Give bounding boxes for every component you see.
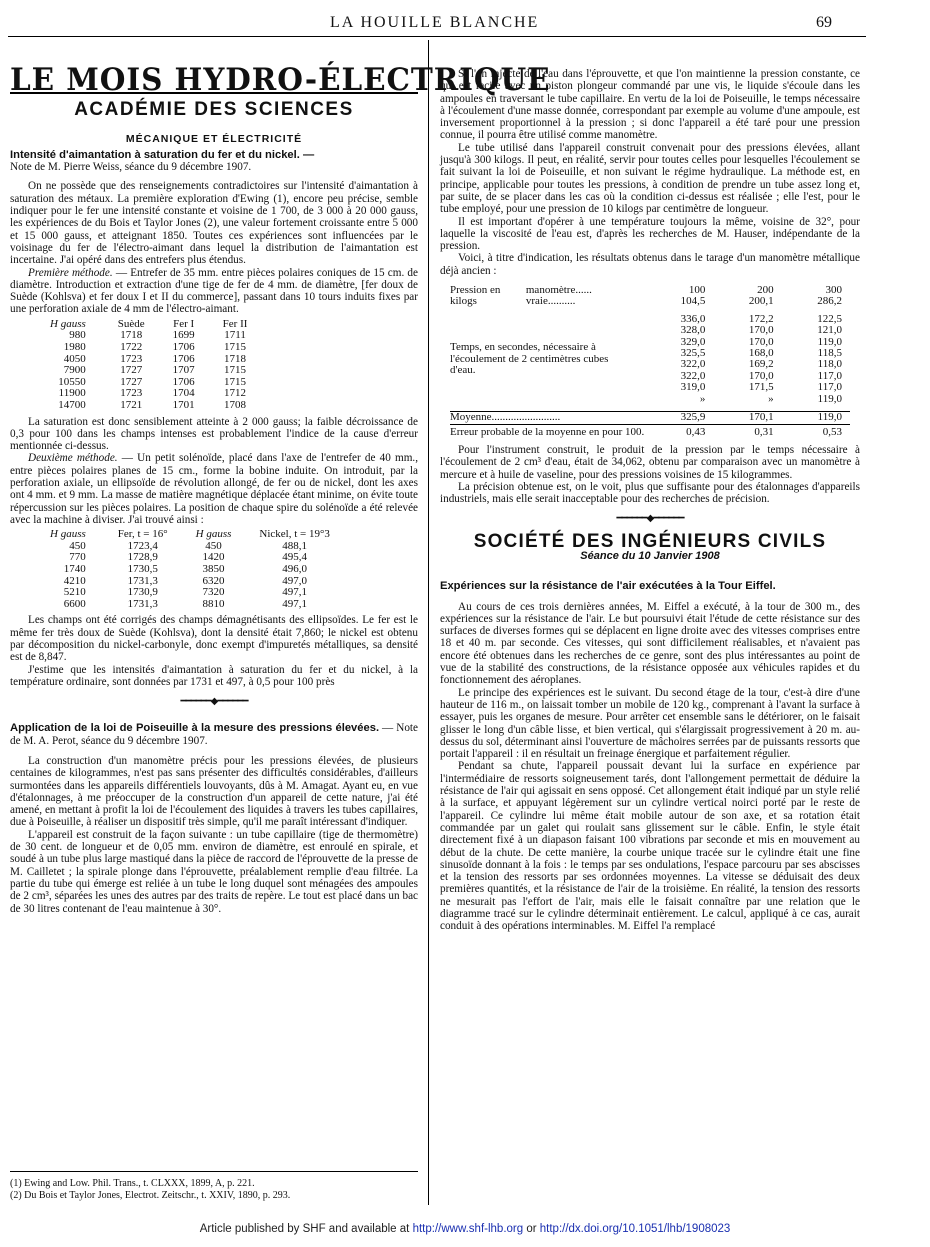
table-cell: 1708	[224, 398, 247, 411]
table-cell: 1711	[224, 329, 246, 342]
paragraph: Pour l'instrument construit, le produit de la pression par le temps nécessaire à l'écoulement de 2 cm³ d'eau, était de 34,062, obtenu par comparaison avec un manomètre à mercure et à huile de vaseline, pour des pressions voisines de 15 kilogrammes.	[440, 443, 860, 481]
time-value: 170,0	[748, 324, 774, 337]
time-value: 119,0	[817, 335, 842, 348]
paragraph: Pendant sa chute, l'appareil poussait devant lui la surface en expérience par l'intermédiaire de ressorts soigneusement tarés, dont l'allongement permettait de déduire la résistance de l'air qui agissait en sens opposé. Cet allongement était indiqué par un style relié à la surface, et appuyant légèrement sur un cylindre vertical noirci porté par le reste de l'appareil. Ce cylindre lui même était mobile autour de son axe, et sa rotation était commandée par un galet qui roulait sans glissement sur le câble. Enfin, le style était directement fixé à un diapason faisant 100 vibrations par seconde et mis en mouvement au début de la chute. De cette manière, la courbe unique tracée sur le cylindre était une fine sinusoïde donnant à la fois : le temps par ses ondulations, l'espace parcouru par ses abscisses et la tension des ressorts par ses ordonnées moyennes. La vitesse se déduisait des deux premières quantités, et la résistance de l'air de la troisième. En réalité, la tension des ressorts ne mesurait pas l'effort de l'air, mais elle le faisait connaître par une relation que le diagramme tracé sur le cylindre déterminait entièrement. Le calcul, appliqué à ce cas, aurait conduit à des opérations interminables. M. Eiffel l'a remplacé	[440, 760, 860, 933]
table-cell: 1740	[63, 562, 86, 575]
time-value: 171,5	[748, 381, 774, 394]
time-value: 170,0	[748, 335, 774, 348]
table-cell: 1706	[172, 352, 195, 365]
table-row	[36, 587, 344, 599]
table-cell: 1731,3	[127, 597, 158, 610]
table-row	[36, 400, 261, 412]
time-value: 328,0	[680, 324, 706, 337]
time-value: »	[699, 392, 706, 405]
time-value: 172,2	[748, 312, 774, 325]
table-cell: 1706	[172, 375, 195, 388]
table-cell: 450	[205, 539, 222, 552]
table-cell: 1723	[120, 352, 143, 365]
table-cell: 1980	[63, 340, 86, 353]
table-cell: 1699	[172, 329, 195, 342]
column-divider	[428, 40, 429, 1205]
table-cell: 1721	[120, 398, 143, 411]
time-value: 121,0	[817, 324, 842, 337]
table-cell: 10550	[58, 375, 86, 388]
time-value: 169,2	[748, 358, 774, 371]
time-value: 329,0	[680, 335, 706, 348]
article-title-weiss: Intensité d'aimantation à saturation du fer et du nickel. —	[10, 148, 315, 161]
table-cell: 7320	[202, 586, 225, 599]
seance-date: Séance du 10 Janvier 1908	[580, 550, 720, 562]
table-row	[36, 599, 344, 611]
true-pressure-label: vraie..........	[525, 295, 576, 308]
footnote: (1) Ewing and Low. Phil. Trans., t. CLXXX, 1899, A, p. 221.	[10, 1178, 255, 1189]
time-value: 322,0	[680, 369, 706, 382]
table-header: Nickel, t = 19°3	[259, 528, 330, 541]
time-value: 168,0	[748, 347, 774, 360]
table-cell: 1728,9	[127, 551, 158, 564]
time-value: 118,0	[817, 358, 842, 371]
manometer-label: manomètre......	[525, 284, 592, 297]
table-cell: 11900	[58, 387, 86, 400]
table-cell: 497,0	[282, 574, 308, 587]
societe-heading: SOCIÉTÉ DES INGÉNIEURS CIVILS	[473, 530, 827, 552]
table-cell: 450	[69, 539, 86, 552]
table-row	[36, 342, 261, 354]
table-header: Suède	[117, 317, 145, 330]
fleuron-ornament: ━━━━━━◆━━━━━━	[616, 513, 684, 525]
table-cell: 1731,3	[127, 574, 158, 587]
table-cell: 7900	[63, 364, 86, 377]
fleuron-ornament: ━━━━━━◆━━━━━━	[180, 696, 248, 708]
table-cell: 1715	[224, 340, 247, 353]
table-header: Fer II	[222, 317, 248, 330]
paragraph: L'appareil est construit de la façon suivante : un tube capillaire (tige de thermomètre) de 30 cent. de longueur et de 0,05 mm. environ de diamètre, est enroulé en spirale, et soudé à un tube plus large mastiqué dans la pièce de raccord de l'éprouvette de la presse de M. Cailletet ; la spirale plonge dans l'éprouvette, préalablement remplie d'eau filtrée. La partie du tube qui émerge est reliée à un tube le long duquel sont ménagées des ampoules de 2 cm³, séparées les unes des autres par des traits de repère. Le tout est placé dans un bac de 30 litres contenant de l'eau maintenue à 30°.	[10, 828, 418, 915]
time-value: 117,0	[817, 369, 842, 382]
academie-heading: ACADÉMIE DES SCIENCES	[74, 99, 354, 121]
paragraph: Au cours de ces trois dernières années, M. Eiffel a exécuté, à la tour de 300 m., des expériences sur la résistance de l'air. Le but poursuivi était l'étude de cette résistance sur des surfaces de diverses formes qui se déplacent en ligne droite avec des vitesses comprises entre 18 et 40 m. par seconde. Ces vitesses, qui sont difficilement réalisables, et n'avaient pas encore été obtenues dans les recherches de ce genre, sont des plus intéressantes au point de vue de la stabilité des constructions, de la résistance opposée aux véhicules rapides et du fonctionnement des aéroplanes.	[440, 600, 860, 687]
mean-label: Moyenne.........................	[450, 411, 561, 424]
table-cell: 497,1	[282, 597, 308, 610]
paragraph: La construction d'un manomètre précis pour les pressions élevées, de plusieurs centaines de kilogrammes, n'est pas sans présenter des difficultés considérables, d'ailleurs surmontées dans les appareils différentiels louvoyants, dûs à M. Amagat. Ayant eu, en vue d'étalonnages, à me préoccuper de la construction d'un appareil de cette nature, j'ai été amené, en mettant à profit la loi de l'écoulement des liquides à travers les tubes capillaires, due à Poiseuille, à réaliser un dispositif très simple, qu'il me paraît intéressant d'indiquer.	[10, 755, 418, 829]
table-cell: 6600	[63, 597, 86, 610]
table-cell: 1722	[120, 340, 143, 353]
table-cell: 1730,9	[127, 586, 158, 599]
table-cell: 1707	[172, 364, 195, 377]
paragraph: Le principe des expériences est le suivant. Du second étage de la tour, c'est-à dire d'une hauteur de 116 m., on laissait tomber un mobile de 120 kg., comprenant à l'avant la surface à essayer, puis les organes de mesure. Pour arrêter cet ensemble sans le détériorer, on le faisait glisser le long d'un câble lisse, et bien vertical, qui s'élargissait progressivement à 20 m. au-dessus du sol, déterminant ainsi l'ouverture de mâchoires serrées par de puissants ressorts que portait l'appareil : il en résultait un freinage énergique et parfaitement régulier.	[440, 686, 860, 761]
time-value: 319,0	[680, 381, 706, 394]
table-cell: 1712	[224, 387, 247, 400]
table-manometer-calibration: Pression en kilogs manomètre...... vraie.......... 100 104,5 200 200,1 300 286,2 Temps, en secondes, nécessaire à l'écoulement de 2 centimètres cubes d'eau. 336,0 328,0 329,0 325,5 322,0 322,0 319,0 » 172,2 170,0 170,0 168,0 169,2 170,0 171,5 » 122,5 121,0 119,0 118,5 118,0 117,0 117,0 119,0 Moyenne......................... 325,9 170,1 119,0 Erreur probable de la moyenne en pour 100. 0,43 0,31 0,53	[450, 285, 850, 438]
paragraph: Il est important d'opérer à une température toujours la même, voisine de 32°, pour laquelle la viscosité de l'eau est, d'après les recherches de M. Hauser, indépendante de la pression.	[440, 215, 860, 253]
right-column	[440, 40, 860, 933]
table-cell: 14700	[58, 398, 86, 411]
table-header: H gauss	[50, 528, 86, 541]
table-cell: 496,0	[282, 562, 308, 575]
running-header	[0, 14, 930, 34]
table-cell: 5210	[63, 586, 86, 599]
table-cell: 1723,4	[127, 539, 158, 552]
time-value: 117,0	[817, 381, 842, 394]
publication-credit: Article published by SHF and available at http://www.shf-lhb.org or http://dx.doi.org/10.1051/lhb/1908023	[199, 1223, 731, 1235]
section-heading: MÉCANIQUE ET ÉLECTRICITÉ	[125, 132, 303, 145]
time-label: Temps, en secondes, nécessaire à l'écoulement de 2 centimètres cubes d'eau.	[450, 341, 609, 377]
table-header: Fer I	[173, 317, 195, 330]
table-row	[36, 365, 261, 377]
table-cell: 1704	[172, 387, 195, 400]
time-value: 118,5	[817, 347, 842, 360]
time-value: 119,0	[817, 392, 842, 405]
table-cell: 4210	[63, 574, 86, 587]
time-value: 336,0	[680, 312, 706, 325]
article-byline-weiss: Note de M. Pierre Weiss, séance du 9 décembre 1907.	[10, 161, 252, 174]
table-cell: 1715	[224, 375, 247, 388]
shf-link[interactable]: http://www.shf-lhb.org	[412, 1223, 524, 1235]
table-iron-saturation	[36, 319, 261, 412]
paragraph: La saturation est donc sensiblement atteinte à 2 000 gauss; la faible décroissance de 0,3 pour 100 dans les champs intenses est probablement l'indice de la cause d'erreur mentionnée ci-dessus.	[10, 415, 418, 453]
masthead-title: LE MOIS HYDRO-ÉLECTRIQUE	[10, 62, 551, 98]
table-iron-nickel	[36, 529, 344, 610]
paragraph: Le tube utilisé dans l'appareil construit convenait pour des pressions élevées, allant jusqu'à 300 kilogs. Il peut, en réalité, servir pour toutes celles pour lesquelles l'écoulement se fait suivant la loi de Poiseuille, et non suivant le régime hydraulique. La méthode est, en principe, applicable pour toutes les pressions, à condition de prendre un tube assez long et, par suite, de se placer dans les cas où la condition ci-dessus est réalisée ; elle l'est, pour le tube employé, pour une pression de 10 kilogs par centimètre de longueur.	[440, 141, 860, 216]
table-cell: 497,1	[282, 586, 308, 599]
table-cell: 1730,5	[127, 562, 158, 575]
table-header: H gauss	[50, 317, 86, 330]
table-header: Fer, t = 16°	[117, 528, 168, 541]
table-header: H gauss	[195, 528, 232, 541]
page-number: 69	[816, 14, 832, 31]
paragraph: Si l'on injecte de l'eau dans l'éprouvette, et que l'on maintienne la pression constante, ce qui est facile avec un piston plongeur commandé par une vis, le liquide s'écoule dans les ampoules en traversant le tube capillaire. En vertu de la loi de Poiseuille, le temps nécessaire à l'écoulement d'une masse donnée, correspondant par exemple au volume d'une ampoule, est inversement proportionnel à la pression ; si donc l'appareil a été taré pour une pression connue, il pourra être utilisé comme manomètre.	[440, 68, 860, 142]
table-cell: 1718	[120, 329, 143, 342]
time-value: 170,0	[748, 369, 774, 382]
table-cell: 1420	[202, 551, 225, 564]
table-cell: 1727	[120, 364, 143, 377]
footnotes	[10, 1171, 418, 1202]
table-cell: 1723	[120, 387, 143, 400]
article-title-perot: Application de la loi de Poiseuille à la mesure des pressions élevées. — Note de M. A. Perot, séance du 9 décembre 1907.	[10, 722, 418, 747]
journal-title: LA HOUILLE BLANCHE	[330, 14, 540, 31]
time-value: »	[768, 392, 774, 405]
paragraph: Première méthode. — Entrefer de 35 mm. entre pièces polaires coniques de 15 cm. de diamètre. Introduction et extraction d'une tige de fer de 4 mm. de diamètre, [fer doux de Suède (Kohlsva) et fer doux I et II du commerce], passant dans 10 tours induits fixes par une perforation axiale de 4 mm de l'électro-aimant.	[10, 266, 418, 316]
paragraph: Deuxième méthode. — Un petit solénoïde, placé dans l'axe de l'entrefer de 40 mm., entre pièces polaires planes de 15 cm., forme la bobine induite. On introduit, par la perforation axiale, un ellipsoïde de révolution allongé, de fer ou de nickel, dont les axes ont 4 mm. et 9 mm. La masse de matière magnétique déplacée étant minime, on évite toute répercussion sur les pièces polaires. La position de chaque spire du solénoïde a été relevée avec la machine à diviser. J'ai trouvé ainsi :	[10, 452, 419, 526]
doi-link[interactable]: http://dx.doi.org/10.1051/lhb/1908023	[539, 1223, 731, 1235]
header-rule	[8, 36, 866, 37]
table-cell: 1715	[224, 364, 247, 377]
table-cell: 1706	[172, 340, 195, 353]
table-cell: 1718	[224, 352, 247, 365]
paragraph: Voici, à titre d'indication, les résultats obtenus dans le tarage d'un manomètre métallique déjà ancien :	[440, 252, 860, 277]
table-cell: 1701	[172, 398, 195, 411]
paragraph: Les champs ont été corrigés des champs démagnétisants des ellipsoïdes. Le fer est le même fer très doux de Suède (Kohlsva), dont la densité était 7,860; le nickel est obtenu par décomposition du nickel-carbonyle, donc exempt d'impuretés métalliques, sa densité est de 8,847.	[10, 614, 418, 664]
table-cell: 3850	[202, 562, 225, 575]
footnote: (2) Du Bois et Taylor Jones, Electrot. Zeitschr., t. XXIV, 1890, p. 293.	[10, 1190, 291, 1201]
time-value: 325,5	[680, 347, 706, 360]
table-cell: 8810	[202, 597, 225, 610]
time-value: 122,5	[817, 312, 842, 325]
paragraph: La précision obtenue est, on le voit, plus que suffisante pour des étalonnages d'appareils industriels, mais elle serait inacceptable pour des recherches de précision.	[440, 480, 860, 506]
paragraph: J'estime que les intensités d'aimantation à saturation du fer et du nickel, à la température ordinaire, sont données par 1731 et 497, à 0,5 pour 100 près	[10, 663, 418, 688]
table-cell: 980	[69, 329, 86, 342]
table-cell: 1727	[120, 375, 143, 388]
table-row	[36, 564, 344, 576]
paragraph: On ne possède que des renseignements contradictoires sur l'intensité d'aimantation à saturation des métaux. La première exploration d'Ewing (1), encore peu précise, semble indiquer pour le fer une intensité constante et voisine de 1 700, de 3 000 à 20 000 gauss, les expériences de du Bois et Taylor Jones (2), une valeur fortement croissante entre 5 000 et 15 000 gauss, et atteignant 1850. Toutes ces expériences sont influencées par le voisinage du fer de l'électro-aimant dans lequel la distribution de l'aimantation est incertaine. J'ai opéré dans des entrefers plus étendus.	[10, 180, 418, 267]
table-cell: 6320	[202, 574, 225, 587]
table-cell: 4050	[63, 352, 86, 365]
error-label: Erreur probable de la moyenne en pour 100.	[450, 425, 645, 438]
time-value: 322,0	[680, 358, 706, 371]
pressure-label: Pression en kilogs	[450, 284, 501, 308]
table-cell: 488,1	[282, 539, 308, 552]
article-title-eiffel: Expériences sur la résistance de l'air exécutées à la Tour Eiffel.	[440, 580, 776, 593]
table-cell: 770	[69, 551, 86, 564]
table-cell: 495,4	[282, 551, 308, 564]
